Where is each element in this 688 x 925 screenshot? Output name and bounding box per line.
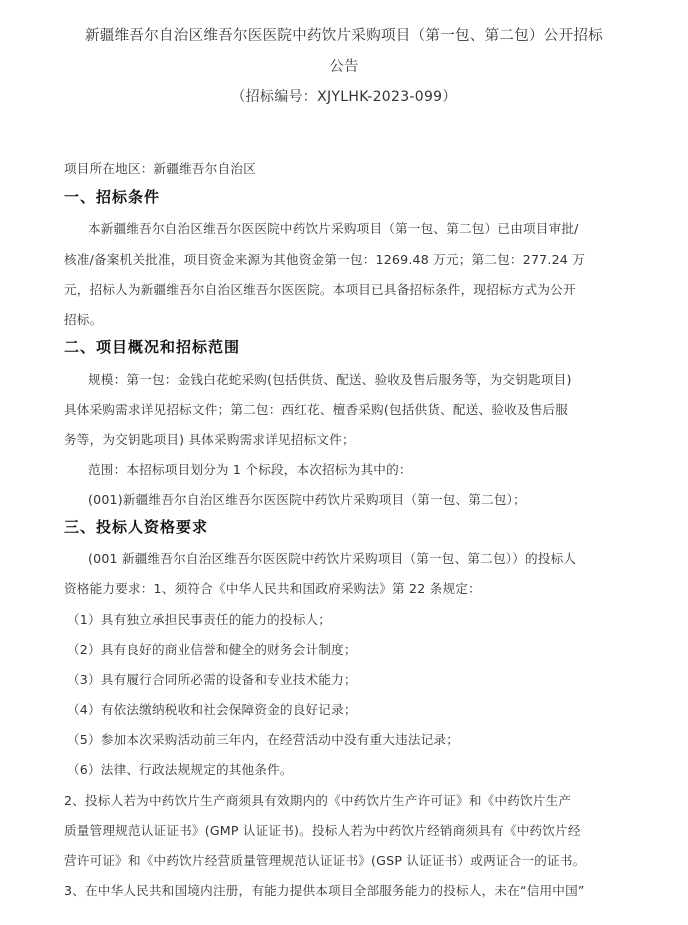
section-3-intro-line: 资格能力要求：1、须符合《中华人民共和国政府采购法》第 22 条规定： <box>64 581 481 596</box>
section-3-heading: 三、投标人资格要求 <box>64 518 209 536</box>
section-3-intro-line: (001 新疆维吾尔自治区维吾尔医医院中药饮片采购项目（第一包、第二包））的投标人 <box>88 551 577 566</box>
qualification-item: （2）具有良好的商业信誉和健全的财务会计制度； <box>67 642 357 657</box>
title-line-2: 公告 <box>329 59 359 75</box>
section-3-para-3-line: 3、在中华人民共和国境内注册，有能力提供本项目全部服务能力的投标人，未在“信用中国” <box>64 883 585 898</box>
section-2-scale-line: 规模：第一包：金钱白花蛇采购(包括供货、配送、验收及售后服务等，为交钥匙项目) <box>88 372 572 387</box>
section-2-scope: 范围：本招标项目划分为 1 个标段，本次招标为其中的： <box>88 462 412 477</box>
qualification-item: （6）法律、行政法规规定的其他条件。 <box>67 762 293 777</box>
section-3-para-2-line: 2、投标人若为中药饮片生产商须具有效期内的《中药饮片生产许可证》和《中药饮片生产 <box>64 793 572 808</box>
project-region: 项目所在地区：新疆维吾尔自治区 <box>64 161 256 176</box>
section-1-line: 核准/备案机关批准，项目资金来源为其他资金第一包：1269.48 万元；第二包：277.24 万 <box>64 252 585 267</box>
qualification-item: （1）具有独立承担民事责任的能力的投标人； <box>67 612 332 627</box>
section-1-line: 本新疆维吾尔自治区维吾尔医医院中药饮片采购项目（第一包、第二包）已由项目审批/ <box>88 221 579 236</box>
qualification-item: （5）参加本次采购活动前三年内，在经营活动中没有重大违法记录； <box>67 732 460 747</box>
qualification-item: （4）有依法缴纳税收和社会保障资金的良好记录； <box>67 702 357 717</box>
section-3-para-2-line: 质量管理规范认证证书》(GMP 认证证书)。投标人若为中药饮片经销商须具有《中药饮片经 <box>64 823 581 838</box>
section-1-heading: 一、招标条件 <box>64 188 161 206</box>
title-line-1: 新疆维吾尔自治区维吾尔医医院中药饮片采购项目（第一包、第二包）公开招标 <box>85 28 603 44</box>
section-1-line: 元，招标人为新疆维吾尔自治区维吾尔医医院。本项目已具备招标条件，现招标方式为公开 <box>64 282 576 297</box>
section-2-lot-item: (001)新疆维吾尔自治区维吾尔医医院中药饮片采购项目（第一包、第二包）； <box>88 492 526 507</box>
tender-code: （招标编号：XJYLHK-2023-099） <box>231 89 457 105</box>
section-1-line: 招标。 <box>64 312 103 327</box>
section-2-heading: 二、项目概况和招标范围 <box>64 338 241 356</box>
section-2-scale-line: 务等，为交钥匙项目) 具体采购需求详见招标文件； <box>64 432 355 447</box>
section-2-scale-line: 具体采购需求详见招标文件；第二包：西红花、檀香采购(包括供货、配送、验收及售后服 <box>64 402 569 417</box>
qualification-item: （3）具有履行合同所必需的设备和专业技术能力； <box>67 672 357 687</box>
section-3-para-2-line: 营许可证》和《中药饮片经营质量管理规范认证证书》(GSP 认证证书）或两证合一的证书。 <box>64 853 586 868</box>
